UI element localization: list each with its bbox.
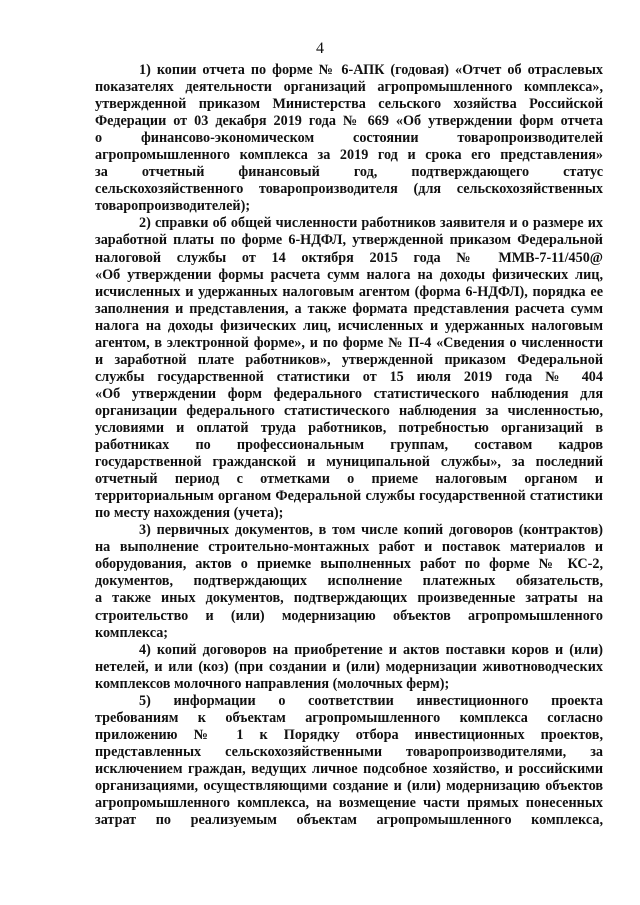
text-line: о финансово-экономическом состоянии товаропроизводителей xyxy=(95,130,603,147)
text-line: на выполнение строительно-монтажных работ и поставок материалов и xyxy=(95,539,603,556)
text-line: «Об утверждении формы расчета сумм налога на доходы физических лиц, xyxy=(95,266,603,283)
paragraph-item-3 xyxy=(95,522,603,641)
text-line: налоговой службы от 14 октября 2015 года № ММВ-7-11/450@ xyxy=(95,249,603,266)
text-line: территориальным органом Федеральной службы государственной статистики xyxy=(95,488,603,505)
text-line: строительство и (или) модернизацию объектов агропромышленного xyxy=(95,607,603,624)
text-line: агропромышленного комплекса за 2019 год и срока его представления» xyxy=(95,147,603,164)
text-line: за отчетный финансовый год, подтверждающего статус xyxy=(95,164,603,181)
text-line: организации федерального статистического наблюдения за численностью, xyxy=(95,402,603,419)
text-line: товаропроизводителей); xyxy=(95,198,251,215)
text-line: налога на доходы физических лиц, исчисленных и удержанных налоговым xyxy=(95,317,603,334)
text-line: «Об утверждении форм федерального статистического наблюдения для xyxy=(95,385,603,402)
text-line: оборудования, актов о приемке выполненных работ по форме № КС-2, xyxy=(95,556,603,573)
text-line: 5) информации о соответствии инвестиционного проекта xyxy=(139,692,603,709)
text-line: нетелей, и или (коз) (при создании и (или) модернизации животноводческих xyxy=(95,658,603,675)
text-line: государственной гражданской и муниципальной службы», за последний xyxy=(95,454,603,471)
text-line: заработной платы по форме 6-НДФЛ, утвержденной приказом Федеральной xyxy=(95,232,603,249)
document-body xyxy=(95,62,603,829)
paragraph-item-5 xyxy=(95,693,603,829)
text-line: сельскохозяйственного товаропроизводителя (для сельскохозяйственных xyxy=(95,181,603,198)
paragraph-item-2 xyxy=(95,215,603,522)
text-line: показателях деятельности организаций агропромышленного комплекса», xyxy=(95,79,603,96)
paragraph-item-1 xyxy=(95,62,603,215)
page-number: 4 xyxy=(316,40,324,57)
text-line: организациями, осуществляющими создание и (или) модернизацию объектов xyxy=(95,777,603,794)
text-line: 3) первичных документов, в том числе копий договоров (контрактов) xyxy=(139,522,603,539)
text-line: комплекса; xyxy=(95,624,169,641)
text-line: условиями и оплатой труда работников, потребностью организаций в xyxy=(95,419,603,436)
text-line: приложению № 1 к Порядку отбора инвестиционных проектов, xyxy=(95,726,603,743)
text-line: а также иных документов, подтверждающих произведенные затраты на xyxy=(95,590,603,607)
text-line: 1) копии отчета по форме № 6-АПК (годовая) «Отчет об отраслевых xyxy=(139,62,603,78)
text-line: агропромышленного комплекса, на возмещение части прямых понесенных xyxy=(95,795,603,812)
text-line: утвержденной приказом Министерства сельского хозяйства Российской xyxy=(95,96,603,113)
text-line: службы государственной статистики от 15 июля 2019 года № 404 xyxy=(95,368,603,385)
text-line: исчисленных и удержанных налоговым агентом (форма 6-НДФЛ), порядка ее xyxy=(95,283,603,300)
text-line: представленных сельскохозяйственными товаропроизводителями, за xyxy=(95,743,603,760)
paragraph-item-4 xyxy=(95,642,603,693)
text-line: агентом, в электронной форме», и по форме № П-4 «Сведения о численности xyxy=(95,334,603,351)
text-line: 2) справки об общей численности работников заявителя и о размере их xyxy=(139,215,603,232)
text-line: Федерации от 03 декабря 2019 года № 669 «Об утверждении форм отчета xyxy=(95,113,603,130)
text-line: и заработной плате работников», утвержденной приказом Федеральной xyxy=(95,351,603,368)
text-line: требованиям к объектам агропромышленного комплекса согласно xyxy=(95,709,603,726)
text-line: работниках по профессиональным группам, составом кадров xyxy=(95,437,603,454)
text-line: 4) копий договоров на приобретение и актов поставки коров и (или) xyxy=(139,641,603,658)
text-line: исключением граждан, ведущих личное подсобное хозяйство, и российскими xyxy=(95,760,603,777)
text-line: по месту нахождения (учета); xyxy=(95,505,284,522)
text-line: затрат по реализуемым объектам агропромышленного комплекса, xyxy=(95,812,603,829)
text-line: отчетный период с отметками о приеме налоговым органом и xyxy=(95,471,603,488)
text-line: документов, подтверждающих исполнение платежных обязательств, xyxy=(95,573,603,590)
text-line: комплексов молочного направления (молочных ферм); xyxy=(95,675,450,692)
text-line: заполнения и представления, а также формата представления расчета сумм xyxy=(95,300,603,317)
